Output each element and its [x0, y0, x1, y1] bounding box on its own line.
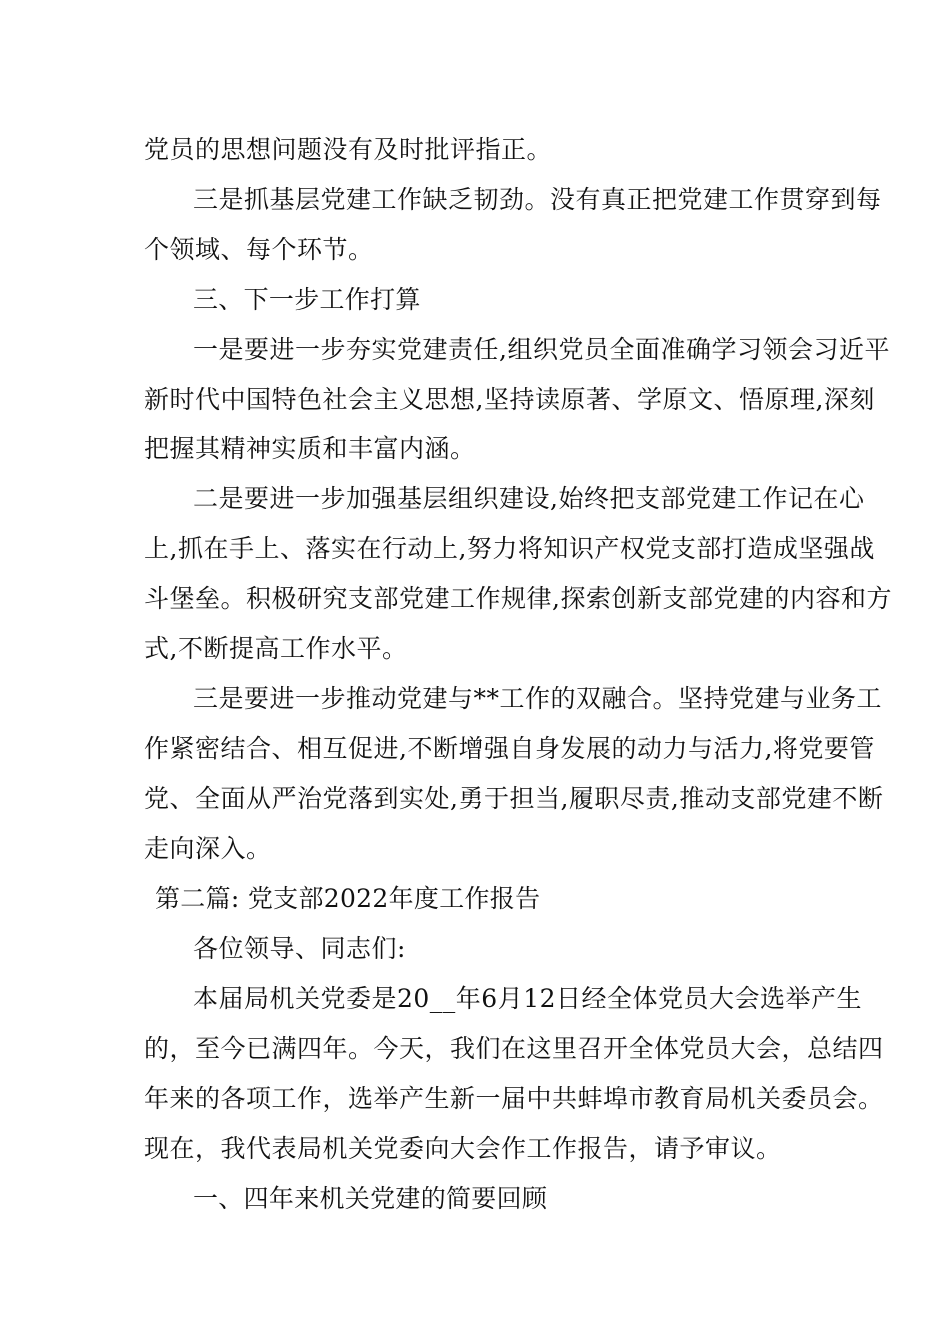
text-line: 二是要进一步加强基层组织建设,始终把支部党建工作记在心 [193, 484, 865, 513]
text-line: 三是抓基层党建工作缺乏韧劲。没有真正把党建工作贯穿到每 [193, 185, 882, 214]
text-line: 的，至今已满四年。今天，我们在这里召开全体党员大会，总结四 [144, 1034, 884, 1063]
text-line: 现在，我代表局机关党委向大会作工作报告，请予审议。 [144, 1134, 782, 1163]
article-title: 第二篇: 党支部2022年度工作报告 [155, 884, 541, 913]
text-line: 党、全面从严治党落到实处,勇于担当,履职尽责,推动支部党建不断 [144, 784, 884, 813]
text-line: 作紧密结合、相互促进,不断增强自身发展的动力与活力,将党要管 [144, 734, 875, 763]
salutation: 各位领导、同志们: [193, 934, 406, 963]
text-line: 党员的思想问题没有及时批评指正。 [144, 135, 553, 164]
text-line: 三是要进一步推动党建与**工作的双融合。坚持党建与业务工 [193, 684, 883, 713]
text-line: 上,抓在手上、落实在行动上,努力将知识产权党支部打造成坚强战 [144, 534, 875, 563]
section-heading: 三、下一步工作打算 [193, 285, 421, 314]
text-line: 个领域、每个环节。 [144, 235, 374, 264]
text-line: 本届局机关党委是20__年6月12日经全体党员大会选举产生 [193, 984, 863, 1013]
text-line: 一是要进一步夯实党建责任,组织党员全面准确学习领会习近平 [193, 335, 890, 364]
text-line: 年来的各项工作，选举产生新一届中共蚌埠市教育局机关委员会。 [144, 1084, 884, 1113]
text-line: 式,不断提高工作水平。 [144, 634, 408, 663]
text-line: 斗堡垒。积极研究支部党建工作规律,探索创新支部党建的内容和方 [144, 584, 892, 613]
text-line: 走向深入。 [144, 834, 272, 863]
section-heading: 一、四年来机关党建的简要回顾 [193, 1184, 548, 1213]
text-line: 把握其精神实质和丰富内涵。 [144, 434, 476, 463]
text-line: 新时代中国特色社会主义思想,坚持读原著、学原文、悟原理,深刻 [144, 385, 875, 414]
